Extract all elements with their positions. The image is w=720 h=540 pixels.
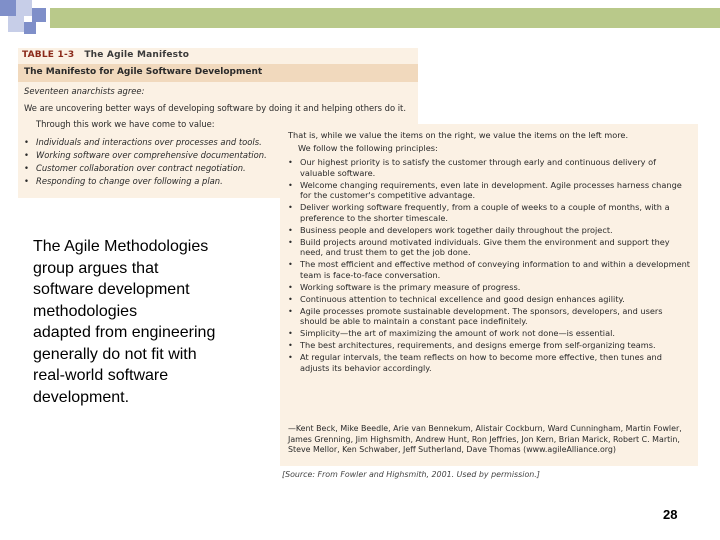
list-item: • Customer collaboration over contract negotiation.: [24, 162, 267, 175]
list-item: • Working software over comprehensive documentation.: [24, 149, 267, 162]
table-header-text: The Manifesto for Agile Software Development: [24, 67, 263, 77]
list-item: • The most efficient and effective method of conveying information to and within a development team is face-to-face conversation.: [288, 259, 692, 280]
body-line: software development: [33, 281, 190, 298]
top-accent-bar: [50, 8, 720, 28]
list-item: • Deliver working software frequently, from a couple of weeks to a couple of months, with a preference to the shorter timescale.: [288, 202, 692, 223]
table-header: [18, 64, 418, 82]
body-line: real-world software: [33, 367, 169, 384]
list-item: • Business people and developers work together daily throughout the project.: [288, 225, 692, 236]
table-title: The Agile Manifesto: [84, 50, 190, 60]
corner-square: [8, 16, 24, 32]
values-list: [24, 136, 267, 188]
body-line: methodologies: [33, 302, 138, 320]
body-line: generally do not fit with: [33, 345, 197, 363]
source-citation: [Source: From Fowler and Highsmith, 2001. Used by permission.]: [282, 470, 540, 479]
list-item: • Responding to change over following a plan.: [24, 175, 267, 188]
list-item: • Individuals and interactions over processes and tools.: [24, 136, 267, 149]
table-line: Through this work we have come to value:: [36, 119, 215, 129]
page-number: 28: [663, 507, 678, 522]
body-line: adapted from engineering: [33, 324, 216, 341]
list-item: • Our highest priority is to satisfy the customer through early and continuous delivery of valuable software.: [288, 157, 692, 178]
list-item: • Continuous attention to technical excellence and good design enhances agility.: [288, 294, 692, 305]
principles-intro-2: We follow the following principles:: [298, 143, 438, 153]
body-line: group argues that: [33, 259, 159, 277]
table-subheader: Seventeen anarchists agree:: [24, 86, 145, 96]
corner-square: [24, 22, 36, 34]
body-line: The Agile Methodologies: [33, 238, 209, 255]
principles-intro: That is, while we value the items on the right, we value the items on the left more.: [288, 130, 629, 140]
signatories: —Kent Beck, Mike Beedle, Arie van Bennekum, Alistair Cockburn, Ward Cunningham, Martin Fowler, James Grenning, Jim Highsmith, Andrew Hunt, Ron Jeffries, Jon Kern, Brian Marick, Robert C. Martin, Steve Mellor, Ken Schwaber, Jeff Sutherland, Dave Thomas (www.agileAlliance.org): [288, 424, 682, 455]
corner-square: [32, 8, 46, 22]
corner-square: [16, 0, 32, 16]
list-item: • Simplicity—the art of maximizing the amount of work not done—is essential.: [288, 328, 692, 339]
principles-panel: [280, 124, 698, 466]
principles-list: [288, 157, 692, 375]
list-item: • The best architectures, requirements, and designs emerge from self-organizing teams.: [288, 340, 692, 351]
list-item: • Build projects around motivated individuals. Give them the environment and support they need, and trust them to get the job done.: [288, 237, 692, 258]
corner-square: [0, 0, 16, 16]
table-caption: [22, 50, 189, 60]
list-item: • Welcome changing requirements, even late in development. Agile processes harness change for the customer's competitive advantage.: [288, 180, 692, 201]
table-number: TABLE 1-3: [22, 50, 75, 60]
table-line: We are uncovering better ways of developing software by doing it and helping others do it.: [24, 103, 407, 113]
list-item: • At regular intervals, the team reflects on how to become more effective, then tunes and adjusts its behavior accordingly.: [288, 352, 692, 373]
list-item: • Working software is the primary measure of progress.: [288, 282, 692, 293]
list-item: • Agile processes promote sustainable development. The sponsors, developers, and users should be able to maintain a constant pace indefinitely.: [288, 306, 692, 327]
body-line: development.: [33, 388, 130, 406]
slide-body-text: [33, 236, 263, 408]
